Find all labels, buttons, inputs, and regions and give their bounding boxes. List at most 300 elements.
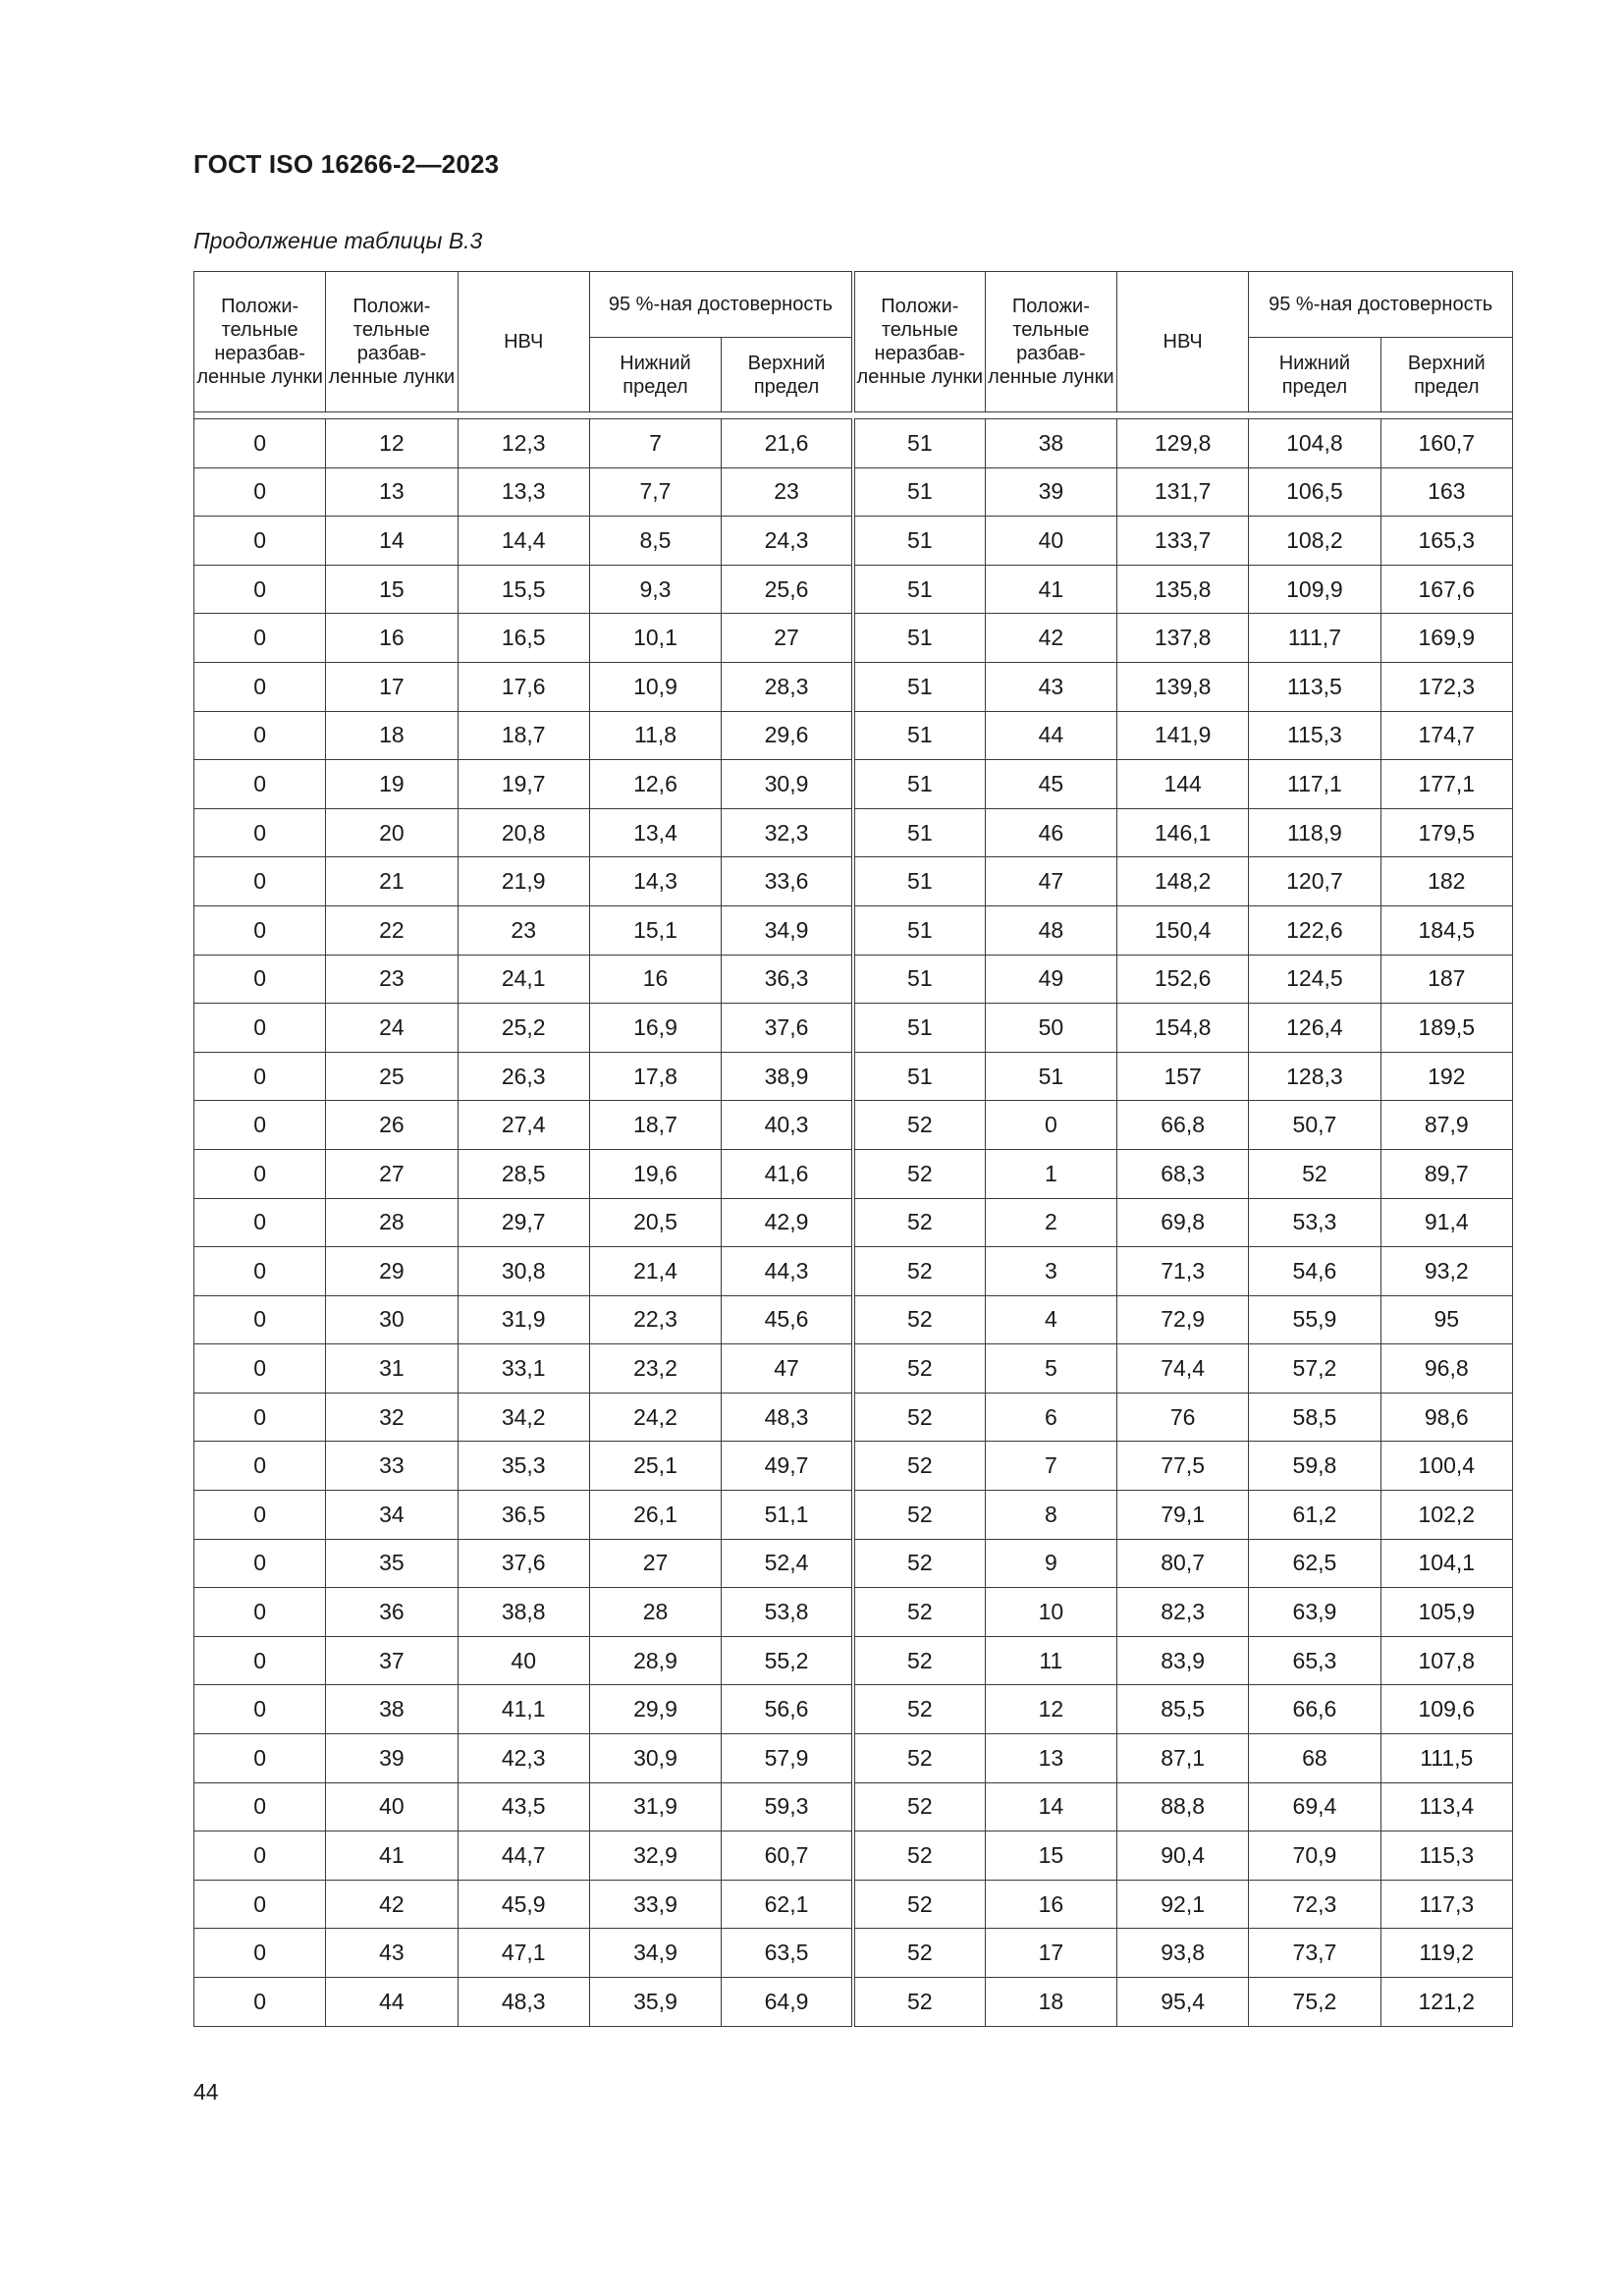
table-cell: 160,7: [1380, 419, 1512, 468]
table-cell: 63,9: [1249, 1588, 1380, 1637]
table-cell: 47: [722, 1344, 853, 1394]
table-cell: 52: [853, 1247, 985, 1296]
table-row: [194, 1247, 1513, 1296]
table-cell: 40: [458, 1636, 589, 1685]
table-cell: 47: [985, 857, 1116, 906]
table-cell: 18: [985, 1978, 1116, 2027]
table-cell: 126,4: [1249, 1004, 1380, 1053]
table-cell: 66,8: [1117, 1101, 1249, 1150]
table-cell: 95,4: [1117, 1978, 1249, 2027]
table-cell: 117,3: [1380, 1880, 1512, 1929]
table-cell: 69,4: [1249, 1782, 1380, 1831]
table-cell: 18: [326, 711, 458, 760]
table-row: [194, 1295, 1513, 1344]
table-cell: 0: [194, 760, 326, 809]
table-cell: 51: [853, 517, 985, 566]
table-cell: 0: [194, 662, 326, 711]
table-cell: 9: [985, 1539, 1116, 1588]
table-cell: 33,6: [722, 857, 853, 906]
table-cell: 15,1: [589, 905, 721, 955]
table-cell: 113,4: [1380, 1782, 1512, 1831]
table-row: [194, 1442, 1513, 1491]
table-cell: 43: [985, 662, 1116, 711]
table-cell: 59,3: [722, 1782, 853, 1831]
table-cell: 35,3: [458, 1442, 589, 1491]
table-cell: 39: [326, 1734, 458, 1783]
table-cell: 177,1: [1380, 760, 1512, 809]
table-row: [194, 565, 1513, 614]
table-cell: 33,9: [589, 1880, 721, 1929]
table-cell: 21,4: [589, 1247, 721, 1296]
table-cell: 150,4: [1117, 905, 1249, 955]
table-row: [194, 711, 1513, 760]
header-positive-undiluted: Положи-тельные неразбав-ленные лунки: [194, 272, 326, 412]
table-cell: 34: [326, 1491, 458, 1540]
table-cell: 16,9: [589, 1004, 721, 1053]
table-cell: 182: [1380, 857, 1512, 906]
table-cell: 76: [1117, 1393, 1249, 1442]
table-cell: 43,5: [458, 1782, 589, 1831]
table-cell: 73,7: [1249, 1929, 1380, 1978]
table-cell: 90,4: [1117, 1831, 1249, 1881]
table-cell: 0: [194, 1295, 326, 1344]
table-cell: 28: [589, 1588, 721, 1637]
table-cell: 59,8: [1249, 1442, 1380, 1491]
table-cell: 31: [326, 1344, 458, 1394]
table-cell: 26,1: [589, 1491, 721, 1540]
table-cell: 0: [194, 955, 326, 1004]
table-cell: 16: [326, 614, 458, 663]
table-cell: 1: [985, 1149, 1116, 1198]
table-cell: 82,3: [1117, 1588, 1249, 1637]
table-cell: 41,1: [458, 1685, 589, 1734]
table-row: [194, 1539, 1513, 1588]
table-cell: 119,2: [1380, 1929, 1512, 1978]
table-row: [194, 1149, 1513, 1198]
table-cell: 0: [194, 467, 326, 517]
table-cell: 21,6: [722, 419, 853, 468]
table-cell: 9,3: [589, 565, 721, 614]
header-confidence: 95 %-ная достоверность: [1249, 272, 1513, 338]
table-row: [194, 808, 1513, 857]
table-row: [194, 1831, 1513, 1881]
table-cell: 70,9: [1249, 1831, 1380, 1881]
table-cell: 24,2: [589, 1393, 721, 1442]
table-cell: 7: [589, 419, 721, 468]
table-cell: 63,5: [722, 1929, 853, 1978]
table-cell: 52: [853, 1929, 985, 1978]
table-cell: 5: [985, 1344, 1116, 1394]
table-cell: 0: [194, 1539, 326, 1588]
table-cell: 51: [853, 760, 985, 809]
table-cell: 47,1: [458, 1929, 589, 1978]
table-cell: 192: [1380, 1052, 1512, 1101]
table-cell: 38: [326, 1685, 458, 1734]
header-lower-limit: Нижний предел: [589, 338, 721, 412]
table-cell: 22,3: [589, 1295, 721, 1344]
table-cell: 25,2: [458, 1004, 589, 1053]
table-cell: 26,3: [458, 1052, 589, 1101]
table-cell: 65,3: [1249, 1636, 1380, 1685]
table-cell: 8,5: [589, 517, 721, 566]
table-cell: 24: [326, 1004, 458, 1053]
table-row: [194, 857, 1513, 906]
table-cell: 72,9: [1117, 1295, 1249, 1344]
header-upper-limit: Верхний предел: [722, 338, 853, 412]
table-cell: 118,9: [1249, 808, 1380, 857]
table-cell: 80,7: [1117, 1539, 1249, 1588]
table-cell: 37,6: [458, 1539, 589, 1588]
table-cell: 139,8: [1117, 662, 1249, 711]
table-cell: 35: [326, 1539, 458, 1588]
table-cell: 133,7: [1117, 517, 1249, 566]
table-cell: 32: [326, 1393, 458, 1442]
table-cell: 87,1: [1117, 1734, 1249, 1783]
table-cell: 60,7: [722, 1831, 853, 1881]
table-cell: 35,9: [589, 1978, 721, 2027]
table-cell: 0: [194, 1636, 326, 1685]
table-cell: 129,8: [1117, 419, 1249, 468]
table-cell: 74,4: [1117, 1344, 1249, 1394]
table-cell: 52: [853, 1344, 985, 1394]
table-cell: 51: [853, 565, 985, 614]
table-cell: 52: [853, 1442, 985, 1491]
table-header: [194, 272, 1513, 419]
table-cell: 29,7: [458, 1198, 589, 1247]
table-cell: 62,1: [722, 1880, 853, 1929]
table-cell: 21: [326, 857, 458, 906]
table-cell: 12,6: [589, 760, 721, 809]
table-cell: 4: [985, 1295, 1116, 1344]
table-cell: 49: [985, 955, 1116, 1004]
table-cell: 152,6: [1117, 955, 1249, 1004]
table-cell: 105,9: [1380, 1588, 1512, 1637]
table-cell: 41,6: [722, 1149, 853, 1198]
table-cell: 49,7: [722, 1442, 853, 1491]
table-cell: 0: [194, 1685, 326, 1734]
table-cell: 111,5: [1380, 1734, 1512, 1783]
table-cell: 0: [194, 1052, 326, 1101]
table-cell: 0: [194, 1247, 326, 1296]
table-cell: 45: [985, 760, 1116, 809]
table-cell: 96,8: [1380, 1344, 1512, 1394]
table-cell: 25,1: [589, 1442, 721, 1491]
table-cell: 52: [853, 1636, 985, 1685]
table-cell: 104,8: [1249, 419, 1380, 468]
table-cell: 10,1: [589, 614, 721, 663]
table-cell: 93,2: [1380, 1247, 1512, 1296]
table-cell: 38,8: [458, 1588, 589, 1637]
table-cell: 29: [326, 1247, 458, 1296]
table-cell: 62,5: [1249, 1539, 1380, 1588]
table-cell: 48,3: [722, 1393, 853, 1442]
table-cell: 29,6: [722, 711, 853, 760]
header-mpn: НВЧ: [458, 272, 589, 412]
table-cell: 36,5: [458, 1491, 589, 1540]
table-cell: 187: [1380, 955, 1512, 1004]
table-row: [194, 662, 1513, 711]
table-cell: 87,9: [1380, 1101, 1512, 1150]
table-cell: 83,9: [1117, 1636, 1249, 1685]
table-row: [194, 955, 1513, 1004]
table-cell: 18,7: [458, 711, 589, 760]
table-cell: 10,9: [589, 662, 721, 711]
table-cell: 61,2: [1249, 1491, 1380, 1540]
page-number: 44: [193, 2079, 219, 2105]
table-row: [194, 467, 1513, 517]
table-cell: 0: [194, 1491, 326, 1540]
table-cell: 98,6: [1380, 1393, 1512, 1442]
table-cell: 32,9: [589, 1831, 721, 1881]
table-cell: 15,5: [458, 565, 589, 614]
table-cell: 42: [985, 614, 1116, 663]
table-cell: 71,3: [1117, 1247, 1249, 1296]
table-cell: 44: [985, 711, 1116, 760]
table-cell: 184,5: [1380, 905, 1512, 955]
table-cell: 137,8: [1117, 614, 1249, 663]
table-cell: 0: [194, 1101, 326, 1150]
table-cell: 66,6: [1249, 1685, 1380, 1734]
document-header: ГОСТ ISO 16266-2—2023: [193, 149, 500, 179]
header-positive-undiluted: Положи-тельные неразбав-ленные лунки: [853, 272, 985, 412]
table-row: [194, 614, 1513, 663]
table-cell: 0: [194, 711, 326, 760]
table-cell: 53,3: [1249, 1198, 1380, 1247]
table-cell: 52: [853, 1685, 985, 1734]
table-cell: 23: [722, 467, 853, 517]
table-row: [194, 1101, 1513, 1150]
table-cell: 30,9: [589, 1734, 721, 1783]
table-cell: 51: [853, 1052, 985, 1101]
table-cell: 0: [194, 1442, 326, 1491]
table-cell: 85,5: [1117, 1685, 1249, 1734]
table-cell: 42,3: [458, 1734, 589, 1783]
table-cell: 6: [985, 1393, 1116, 1442]
table-cell: 48,3: [458, 1978, 589, 2027]
table-cell: 8: [985, 1491, 1116, 1540]
table-cell: 146,1: [1117, 808, 1249, 857]
table-cell: 121,2: [1380, 1978, 1512, 2027]
table-cell: 38,9: [722, 1052, 853, 1101]
table-cell: 16: [985, 1880, 1116, 1929]
table-cell: 28,9: [589, 1636, 721, 1685]
table-cell: 52: [853, 1978, 985, 2027]
table-cell: 13: [326, 467, 458, 517]
table-cell: 38: [985, 419, 1116, 468]
table-cell: 40: [985, 517, 1116, 566]
table-cell: 45,6: [722, 1295, 853, 1344]
table-cell: 27,4: [458, 1101, 589, 1150]
table-cell: 52: [853, 1880, 985, 1929]
table-cell: 0: [194, 1978, 326, 2027]
table-cell: 52: [853, 1149, 985, 1198]
table-cell: 23: [326, 955, 458, 1004]
table-cell: 25: [326, 1052, 458, 1101]
table-cell: 19,6: [589, 1149, 721, 1198]
table-cell: 40,3: [722, 1101, 853, 1150]
table-cell: 20,5: [589, 1198, 721, 1247]
table-cell: 106,5: [1249, 467, 1380, 517]
table-cell: 16,5: [458, 614, 589, 663]
table-cell: 157: [1117, 1052, 1249, 1101]
header-positive-diluted: Положи-тельные разбав-ленные лунки: [985, 272, 1116, 412]
table-cell: 69,8: [1117, 1198, 1249, 1247]
table-cell: 14: [985, 1782, 1116, 1831]
header-lower-limit: Нижний предел: [1249, 338, 1380, 412]
table-row: [194, 1344, 1513, 1394]
table-cell: 32,3: [722, 808, 853, 857]
table-cell: 42: [326, 1880, 458, 1929]
table-cell: 0: [194, 517, 326, 566]
table-cell: 52: [853, 1734, 985, 1783]
table-cell: 52: [853, 1588, 985, 1637]
table-cell: 15: [326, 565, 458, 614]
table-cell: 144: [1117, 760, 1249, 809]
table-body: [194, 419, 1513, 2027]
table-cell: 0: [194, 905, 326, 955]
table-cell: 51: [853, 1004, 985, 1053]
table-cell: 51: [853, 467, 985, 517]
table-cell: 46: [985, 808, 1116, 857]
table-cell: 33,1: [458, 1344, 589, 1394]
table-cell: 22: [326, 905, 458, 955]
table-cell: 27: [589, 1539, 721, 1588]
table-cell: 14: [326, 517, 458, 566]
table-cell: 104,1: [1380, 1539, 1512, 1588]
table-cell: 51: [853, 419, 985, 468]
table-cell: 0: [194, 419, 326, 468]
table-cell: 113,5: [1249, 662, 1380, 711]
table-cell: 64,9: [722, 1978, 853, 2027]
table-row: [194, 1588, 1513, 1637]
table-cell: 0: [194, 808, 326, 857]
table-row: [194, 1978, 1513, 2027]
table-cell: 34,2: [458, 1393, 589, 1442]
table-row: [194, 1685, 1513, 1734]
table-cell: 27: [326, 1149, 458, 1198]
table-cell: 29,9: [589, 1685, 721, 1734]
table-cell: 122,6: [1249, 905, 1380, 955]
table-cell: 15: [985, 1831, 1116, 1881]
table-cell: 30,9: [722, 760, 853, 809]
table-cell: 24,3: [722, 517, 853, 566]
table-cell: 68,3: [1117, 1149, 1249, 1198]
table-cell: 30: [326, 1295, 458, 1344]
table-cell: 135,8: [1117, 565, 1249, 614]
table-cell: 55,2: [722, 1636, 853, 1685]
table-cell: 179,5: [1380, 808, 1512, 857]
table-cell: 0: [194, 1588, 326, 1637]
table-cell: 0: [194, 565, 326, 614]
table-cell: 0: [194, 857, 326, 906]
table-cell: 165,3: [1380, 517, 1512, 566]
table-cell: 92,1: [1117, 1880, 1249, 1929]
table-row: [194, 1198, 1513, 1247]
table-cell: 2: [985, 1198, 1116, 1247]
table-cell: 28: [326, 1198, 458, 1247]
table-cell: 14,3: [589, 857, 721, 906]
table-row: [194, 1929, 1513, 1978]
table-cell: 36: [326, 1588, 458, 1637]
table-cell: 88,8: [1117, 1782, 1249, 1831]
table-cell: 51: [853, 857, 985, 906]
table-row: [194, 1491, 1513, 1540]
table-cell: 20,8: [458, 808, 589, 857]
table-caption: Продолжение таблицы B.3: [193, 228, 483, 253]
table-cell: 40: [326, 1782, 458, 1831]
table-cell: 52: [853, 1831, 985, 1881]
table-cell: 91,4: [1380, 1198, 1512, 1247]
table-cell: 51: [853, 662, 985, 711]
table-cell: 28,5: [458, 1149, 589, 1198]
table-cell: 53,8: [722, 1588, 853, 1637]
table-cell: 13: [985, 1734, 1116, 1783]
header-separator: [194, 412, 1513, 419]
table-cell: 31,9: [458, 1295, 589, 1344]
table-cell: 79,1: [1117, 1491, 1249, 1540]
table-cell: 0: [194, 1734, 326, 1783]
table-row: [194, 760, 1513, 809]
table-cell: 0: [194, 1929, 326, 1978]
table-cell: 57,2: [1249, 1344, 1380, 1394]
table-cell: 51: [853, 808, 985, 857]
table-cell: 52: [853, 1198, 985, 1247]
table-cell: 89,7: [1380, 1149, 1512, 1198]
table-cell: 0: [194, 1344, 326, 1394]
table-cell: 102,2: [1380, 1491, 1512, 1540]
table-cell: 37,6: [722, 1004, 853, 1053]
table-cell: 0: [194, 1393, 326, 1442]
table-cell: 100,4: [1380, 1442, 1512, 1491]
table-cell: 24,1: [458, 955, 589, 1004]
table-cell: 44,3: [722, 1247, 853, 1296]
table-cell: 115,3: [1380, 1831, 1512, 1881]
table-cell: 95: [1380, 1295, 1512, 1344]
table-cell: 154,8: [1117, 1004, 1249, 1053]
table-cell: 174,7: [1380, 711, 1512, 760]
table-cell: 169,9: [1380, 614, 1512, 663]
header-mpn: НВЧ: [1117, 272, 1249, 412]
table-row: [194, 1734, 1513, 1783]
table-cell: 0: [194, 614, 326, 663]
table-cell: 52: [853, 1295, 985, 1344]
table-cell: 109,9: [1249, 565, 1380, 614]
table-cell: 14,4: [458, 517, 589, 566]
table-row: [194, 905, 1513, 955]
header-confidence: 95 %-ная достоверность: [589, 272, 853, 338]
table-cell: 3: [985, 1247, 1116, 1296]
table-cell: 50,7: [1249, 1101, 1380, 1150]
table-cell: 33: [326, 1442, 458, 1491]
table-cell: 51: [853, 614, 985, 663]
header-upper-limit: Верхний предел: [1380, 338, 1512, 412]
table-cell: 34,9: [722, 905, 853, 955]
table-cell: 10: [985, 1588, 1116, 1637]
table-cell: 12,3: [458, 419, 589, 468]
table-cell: 26: [326, 1101, 458, 1150]
table-cell: 20: [326, 808, 458, 857]
table-cell: 11,8: [589, 711, 721, 760]
table-cell: 68: [1249, 1734, 1380, 1783]
table-cell: 172,3: [1380, 662, 1512, 711]
table-row: [194, 517, 1513, 566]
table-cell: 0: [194, 1004, 326, 1053]
table-cell: 17: [985, 1929, 1116, 1978]
table-cell: 16: [589, 955, 721, 1004]
table-cell: 77,5: [1117, 1442, 1249, 1491]
table-row: [194, 1782, 1513, 1831]
table-cell: 93,8: [1117, 1929, 1249, 1978]
